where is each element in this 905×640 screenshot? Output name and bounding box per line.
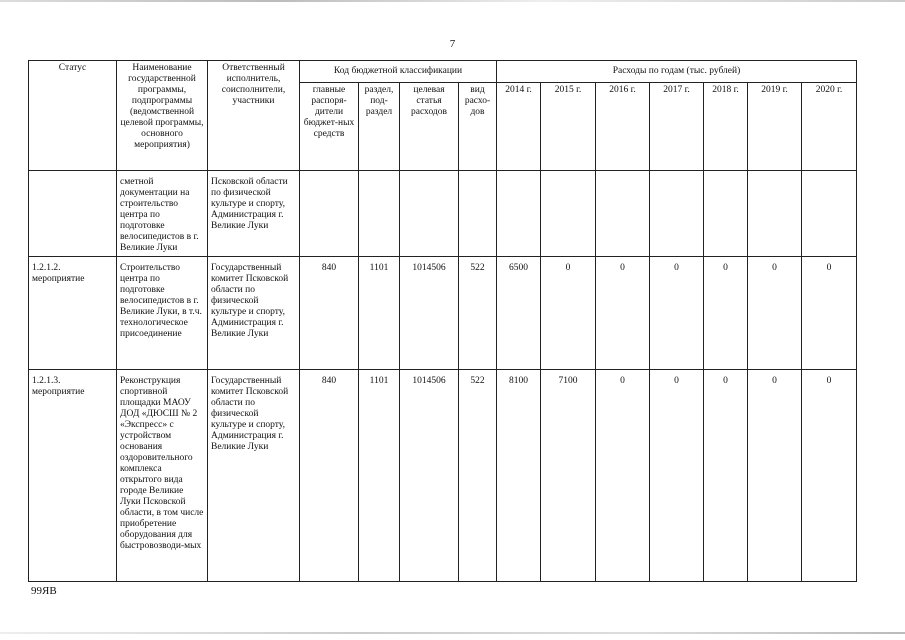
row-target: 1014506 bbox=[400, 370, 459, 582]
table-row bbox=[29, 257, 857, 370]
row-responsible: Государственный комитет Псковской области по физической культуре и спорту, Администрация г. Великие Луки bbox=[208, 370, 300, 582]
row-value: 0 bbox=[596, 370, 650, 582]
row-value bbox=[497, 171, 541, 257]
row-value: 0 bbox=[802, 257, 857, 370]
row-value bbox=[650, 171, 704, 257]
row-value bbox=[748, 171, 802, 257]
row-value bbox=[802, 171, 857, 257]
page-number: 7 bbox=[449, 38, 456, 50]
row-value: 0 bbox=[650, 257, 704, 370]
row-grbs: 840 bbox=[300, 370, 359, 582]
row-value: 0 bbox=[748, 257, 802, 370]
row-kind bbox=[459, 171, 497, 257]
row-kind: 522 bbox=[459, 257, 497, 370]
row-responsible: Псковской области по физической культуре и спорту, Администрация г. Великие Луки bbox=[208, 171, 300, 257]
row-value: 6500 bbox=[497, 257, 541, 370]
row-target bbox=[400, 171, 459, 257]
header-year: 2019 г. bbox=[748, 83, 802, 171]
table-row bbox=[29, 370, 857, 582]
row-name: сметной документации на строительство центра по подготовке велосипедистов в г. Великие Луки bbox=[117, 171, 208, 257]
header-year: 2014 г. bbox=[497, 83, 541, 171]
header-kind: вид расхо-дов bbox=[459, 83, 497, 171]
row-status: 1.2.1.2. мероприятие bbox=[29, 257, 117, 370]
row-status: 1.2.1.3. мероприятие bbox=[29, 370, 117, 582]
row-value: 0 bbox=[541, 257, 596, 370]
header-grbs: главные распоря-дители бюджет-ных средств bbox=[300, 83, 359, 171]
row-value: 7100 bbox=[541, 370, 596, 582]
row-value bbox=[541, 171, 596, 257]
row-kind: 522 bbox=[459, 370, 497, 582]
row-value bbox=[596, 171, 650, 257]
row-value bbox=[704, 171, 748, 257]
row-value: 8100 bbox=[497, 370, 541, 582]
header-year: 2020 г. bbox=[802, 83, 857, 171]
row-name: Реконструкция спортивной площадки МАОУ ДОД «ДЮСШ № 2 «Экспресс» с устройством основания оздоровительного комплекса открытого вида городе Великие Луки Псковской области, в том числе приобретение оборудования для быстровозводи-мых bbox=[117, 370, 208, 582]
row-name: Строительство центра по подготовке велосипедистов в г. Великие Луки, в т.ч. технологическое присоединение bbox=[117, 257, 208, 370]
header-name: Наименование государственной программы, подпрограммы (ведомственной целевой программы, основного мероприятия) bbox=[117, 61, 208, 171]
row-value: 0 bbox=[704, 370, 748, 582]
header-year: 2017 г. bbox=[650, 83, 704, 171]
row-section: 1101 bbox=[359, 257, 400, 370]
row-value: 0 bbox=[748, 370, 802, 582]
row-value: 0 bbox=[802, 370, 857, 582]
header-year: 2016 г. bbox=[596, 83, 650, 171]
header-year: 2015 г. bbox=[541, 83, 596, 171]
header-budget-code: Код бюджетной классификации bbox=[300, 61, 497, 83]
row-value: 0 bbox=[704, 257, 748, 370]
header-section: раздел, под-раздел bbox=[359, 83, 400, 171]
header-year: 2018 г. bbox=[704, 83, 748, 171]
row-target: 1014506 bbox=[400, 257, 459, 370]
header-target: целевая статья расходов bbox=[400, 83, 459, 171]
row-section bbox=[359, 171, 400, 257]
row-responsible: Государственный комитет Псковской области по физической культуре и спорту, Администрация г. Великие Луки bbox=[208, 257, 300, 370]
row-grbs bbox=[300, 171, 359, 257]
scan-edge-bottom bbox=[0, 632, 905, 634]
footer-code: 99ЯВ bbox=[31, 585, 57, 597]
table-row bbox=[29, 171, 857, 257]
row-status bbox=[29, 171, 117, 257]
header-responsible: Ответственный исполнитель, соисполнители, участники bbox=[208, 61, 300, 171]
scan-edge-top bbox=[0, 0, 905, 2]
row-value: 0 bbox=[596, 257, 650, 370]
budget-table bbox=[28, 60, 857, 582]
row-value: 0 bbox=[650, 370, 704, 582]
row-section: 1101 bbox=[359, 370, 400, 582]
header-status: Статус bbox=[29, 61, 117, 171]
row-grbs: 840 bbox=[300, 257, 359, 370]
header-expenses: Расходы по годам (тыс. рублей) bbox=[497, 61, 857, 83]
